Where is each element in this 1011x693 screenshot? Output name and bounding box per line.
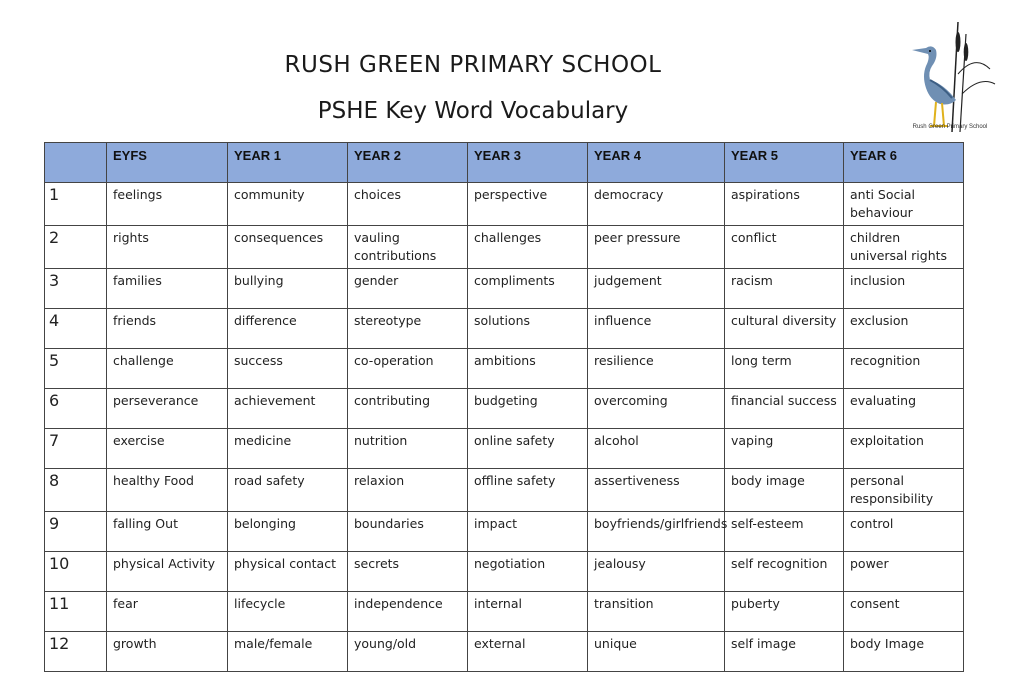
table-cell: community	[228, 183, 348, 226]
table-cell: recognition	[844, 349, 964, 389]
table-cell: assertiveness	[588, 469, 725, 512]
column-header	[45, 143, 107, 183]
table-cell: road safety	[228, 469, 348, 512]
table-cell: online safety	[468, 429, 588, 469]
row-number: 1	[45, 183, 107, 226]
table-cell: personal responsibility	[844, 469, 964, 512]
table-cell: democracy	[588, 183, 725, 226]
table-cell: belonging	[228, 512, 348, 552]
table-cell: compliments	[468, 269, 588, 309]
table-cell: jealousy	[588, 552, 725, 592]
table-cell: budgeting	[468, 389, 588, 429]
table-cell: choices	[348, 183, 468, 226]
row-number: 11	[45, 592, 107, 632]
table-cell: challenges	[468, 226, 588, 269]
table-cell: financial success	[725, 389, 844, 429]
table-cell: self image	[725, 632, 844, 672]
vocabulary-table	[44, 142, 964, 672]
table-cell: offline safety	[468, 469, 588, 512]
table-cell: anti Social behaviour	[844, 183, 964, 226]
row-number: 9	[45, 512, 107, 552]
column-header: YEAR 4	[588, 143, 725, 183]
table-cell: aspirations	[725, 183, 844, 226]
table-cell: body Image	[844, 632, 964, 672]
table-cell: exclusion	[844, 309, 964, 349]
table-row	[45, 269, 964, 309]
table-cell: children universal rights	[844, 226, 964, 269]
table-cell: inclusion	[844, 269, 964, 309]
table-cell: body image	[725, 469, 844, 512]
table-cell: alcohol	[588, 429, 725, 469]
column-header: EYFS	[107, 143, 228, 183]
row-number: 10	[45, 552, 107, 592]
table-cell: gender	[348, 269, 468, 309]
table-cell: growth	[107, 632, 228, 672]
table-cell: stereotype	[348, 309, 468, 349]
table-cell: overcoming	[588, 389, 725, 429]
table-cell: success	[228, 349, 348, 389]
table-cell: perseverance	[107, 389, 228, 429]
table-cell: solutions	[468, 309, 588, 349]
table-cell: consent	[844, 592, 964, 632]
document-title: PSHE Key Word Vocabulary	[317, 98, 629, 124]
table-cell: lifecycle	[228, 592, 348, 632]
table-cell: unique	[588, 632, 725, 672]
table-cell: consequences	[228, 226, 348, 269]
table-cell: nutrition	[348, 429, 468, 469]
table-cell: difference	[228, 309, 348, 349]
table-cell: challenge	[107, 349, 228, 389]
table-cell: ambitions	[468, 349, 588, 389]
table-header-row	[45, 143, 964, 183]
table-cell: achievement	[228, 389, 348, 429]
table-cell: conflict	[725, 226, 844, 269]
table-row	[45, 349, 964, 389]
table-cell: negotiation	[468, 552, 588, 592]
row-number: 6	[45, 389, 107, 429]
row-number: 7	[45, 429, 107, 469]
table-cell: male/female	[228, 632, 348, 672]
table-cell: perspective	[468, 183, 588, 226]
table-cell: families	[107, 269, 228, 309]
row-number: 5	[45, 349, 107, 389]
column-header: YEAR 2	[348, 143, 468, 183]
column-header: YEAR 1	[228, 143, 348, 183]
column-header: YEAR 3	[468, 143, 588, 183]
table-cell: vauling contributions	[348, 226, 468, 269]
table-cell: power	[844, 552, 964, 592]
table-cell: influence	[588, 309, 725, 349]
table-cell: medicine	[228, 429, 348, 469]
column-header: YEAR 6	[844, 143, 964, 183]
table-cell: physical contact	[228, 552, 348, 592]
table-cell: rights	[107, 226, 228, 269]
table-cell: cultural diversity	[725, 309, 844, 349]
school-name: RUSH GREEN PRIMARY SCHOOL	[284, 52, 662, 78]
table-cell: exercise	[107, 429, 228, 469]
table-cell: self-esteem	[725, 512, 844, 552]
table-cell: peer pressure	[588, 226, 725, 269]
table-cell: control	[844, 512, 964, 552]
table-cell: boyfriends/girlfriends	[588, 512, 725, 552]
table-cell: vaping	[725, 429, 844, 469]
table-cell: self recognition	[725, 552, 844, 592]
table-row	[45, 552, 964, 592]
table-row	[45, 389, 964, 429]
row-number: 2	[45, 226, 107, 269]
table-cell: falling Out	[107, 512, 228, 552]
table-cell: long term	[725, 349, 844, 389]
table-row	[45, 309, 964, 349]
table-cell: co-operation	[348, 349, 468, 389]
row-number: 8	[45, 469, 107, 512]
table-cell: evaluating	[844, 389, 964, 429]
table-cell: young/old	[348, 632, 468, 672]
table-cell: feelings	[107, 183, 228, 226]
table-row	[45, 512, 964, 552]
table-cell: transition	[588, 592, 725, 632]
table-cell: friends	[107, 309, 228, 349]
table-cell: relaxion	[348, 469, 468, 512]
heron-logo	[900, 14, 1000, 136]
table-row	[45, 226, 964, 269]
table-cell: judgement	[588, 269, 725, 309]
table-cell: fear	[107, 592, 228, 632]
table-cell: secrets	[348, 552, 468, 592]
table-row	[45, 469, 964, 512]
column-header: YEAR 5	[725, 143, 844, 183]
table-cell: independence	[348, 592, 468, 632]
table-row	[45, 592, 964, 632]
table-cell: physical Activity	[107, 552, 228, 592]
table-cell: healthy Food	[107, 469, 228, 512]
table-row	[45, 183, 964, 226]
table-cell: racism	[725, 269, 844, 309]
table-row	[45, 429, 964, 469]
table-cell: contributing	[348, 389, 468, 429]
table-cell: external	[468, 632, 588, 672]
table-cell: impact	[468, 512, 588, 552]
table-row	[45, 632, 964, 672]
table-cell: exploitation	[844, 429, 964, 469]
table-cell: boundaries	[348, 512, 468, 552]
row-number: 3	[45, 269, 107, 309]
logo-caption: Rush Green Primary School	[912, 124, 988, 130]
table-cell: bullying	[228, 269, 348, 309]
row-number: 4	[45, 309, 107, 349]
row-number: 12	[45, 632, 107, 672]
table-cell: puberty	[725, 592, 844, 632]
table-cell: resilience	[588, 349, 725, 389]
table-cell: internal	[468, 592, 588, 632]
